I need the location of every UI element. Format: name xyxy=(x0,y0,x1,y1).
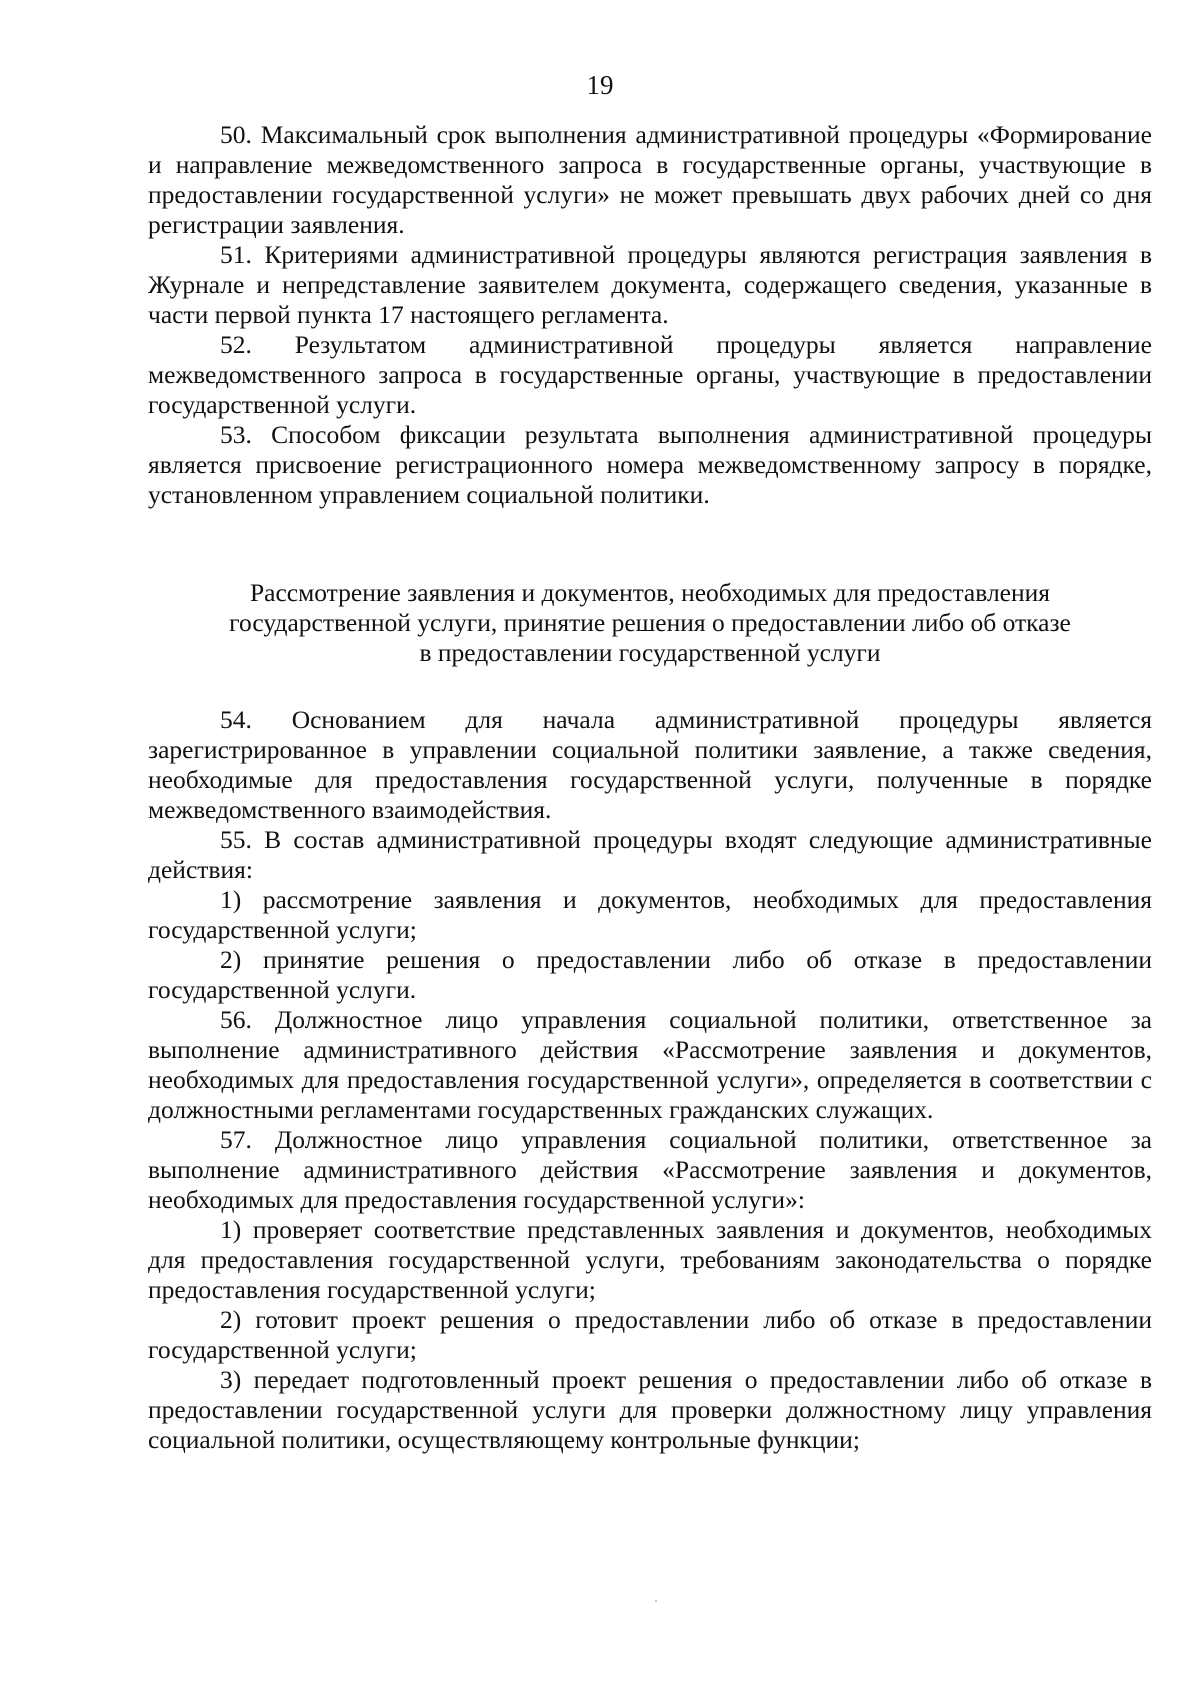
section-heading xyxy=(148,578,1152,668)
section-heading-line-1: Рассмотрение заявления и документов, необходимых для предоставления xyxy=(249,578,1051,607)
list-item-55-2: 2) принятие решения о предоставлении либо об отказе в предоставлении государственной услуги. xyxy=(148,945,1152,1004)
paragraph-56: 56. Должностное лицо управления социальной политики, ответственное за выполнение административного действия «Рассмотрение заявления и документов, необходимых для предоставления государственной услуги», определяется в соответствии с должностными регламентами государственных гражданских служащих. xyxy=(148,1005,1152,1124)
list-item-55-1: 1) рассмотрение заявления и документов, необходимых для предоставления государственной услуги; xyxy=(148,885,1152,944)
section-heading-line-2: государственной услуги, принятие решения о предоставлении либо об отказе xyxy=(229,608,1071,637)
section-heading-line-3: в предоставлении государственной услуги xyxy=(419,638,881,667)
list-item-57-2: 2) готовит проект решения о предоставлении либо об отказе в предоставлении государственной услуги; xyxy=(148,1305,1152,1364)
list-item-57-3: 3) передает подготовленный проект решения о предоставлении либо об отказе в предоставлении государственной услуги для проверки должностному лицу управления социальной политики, осуществляющему контрольные функции; xyxy=(148,1365,1152,1454)
paragraphs-block-2 xyxy=(148,705,1152,1455)
paragraph-52: 52. Результатом административной процедуры является направление межведомственного запроса в государственные органы, участвующие в предоставлении государственной услуги. xyxy=(148,330,1152,419)
page-number: 19 xyxy=(586,70,614,100)
paragraphs-block-1 xyxy=(148,120,1152,510)
paragraph-53: 53. Способом фиксации результата выполнения административной процедуры является присвоение регистрационного номера межведомственному запросу в порядке, установленном управлением социальной политики. xyxy=(148,420,1152,509)
paragraph-51: 51. Критериями административной процедуры являются регистрация заявления в Журнале и непредставление заявителем документа, содержащего сведения, указанные в части первой пункта 17 настоящего регламента. xyxy=(148,240,1152,329)
list-item-57-1: 1) проверяет соответствие представленных заявления и документов, необходимых для предоставления государственной услуги, требованиям законодательства о порядке предоставления государственной услуги; xyxy=(148,1215,1152,1304)
paragraph-50: 50. Максимальный срок выполнения административной процедуры «Формирование и направление межведомственного запроса в государственные органы, участвующие в предоставлении государственной услуги» не может превышать двух рабочих дней со дня регистрации заявления. xyxy=(148,120,1152,239)
scan-speck xyxy=(655,1600,657,1602)
paragraph-55: 55. В состав административной процедуры входят следующие административные действия: xyxy=(148,825,1152,884)
paragraph-57: 57. Должностное лицо управления социальной политики, ответственное за выполнение административного действия «Рассмотрение заявления и документов, необходимых для предоставления государственной услуги»: xyxy=(148,1125,1152,1214)
paragraph-54: 54. Основанием для начала административной процедуры является зарегистрированное в управлении социальной политики заявление, а также сведения, необходимые для предоставления государственной услуги, полученные в порядке межведомственного взаимодействия. xyxy=(148,705,1152,824)
